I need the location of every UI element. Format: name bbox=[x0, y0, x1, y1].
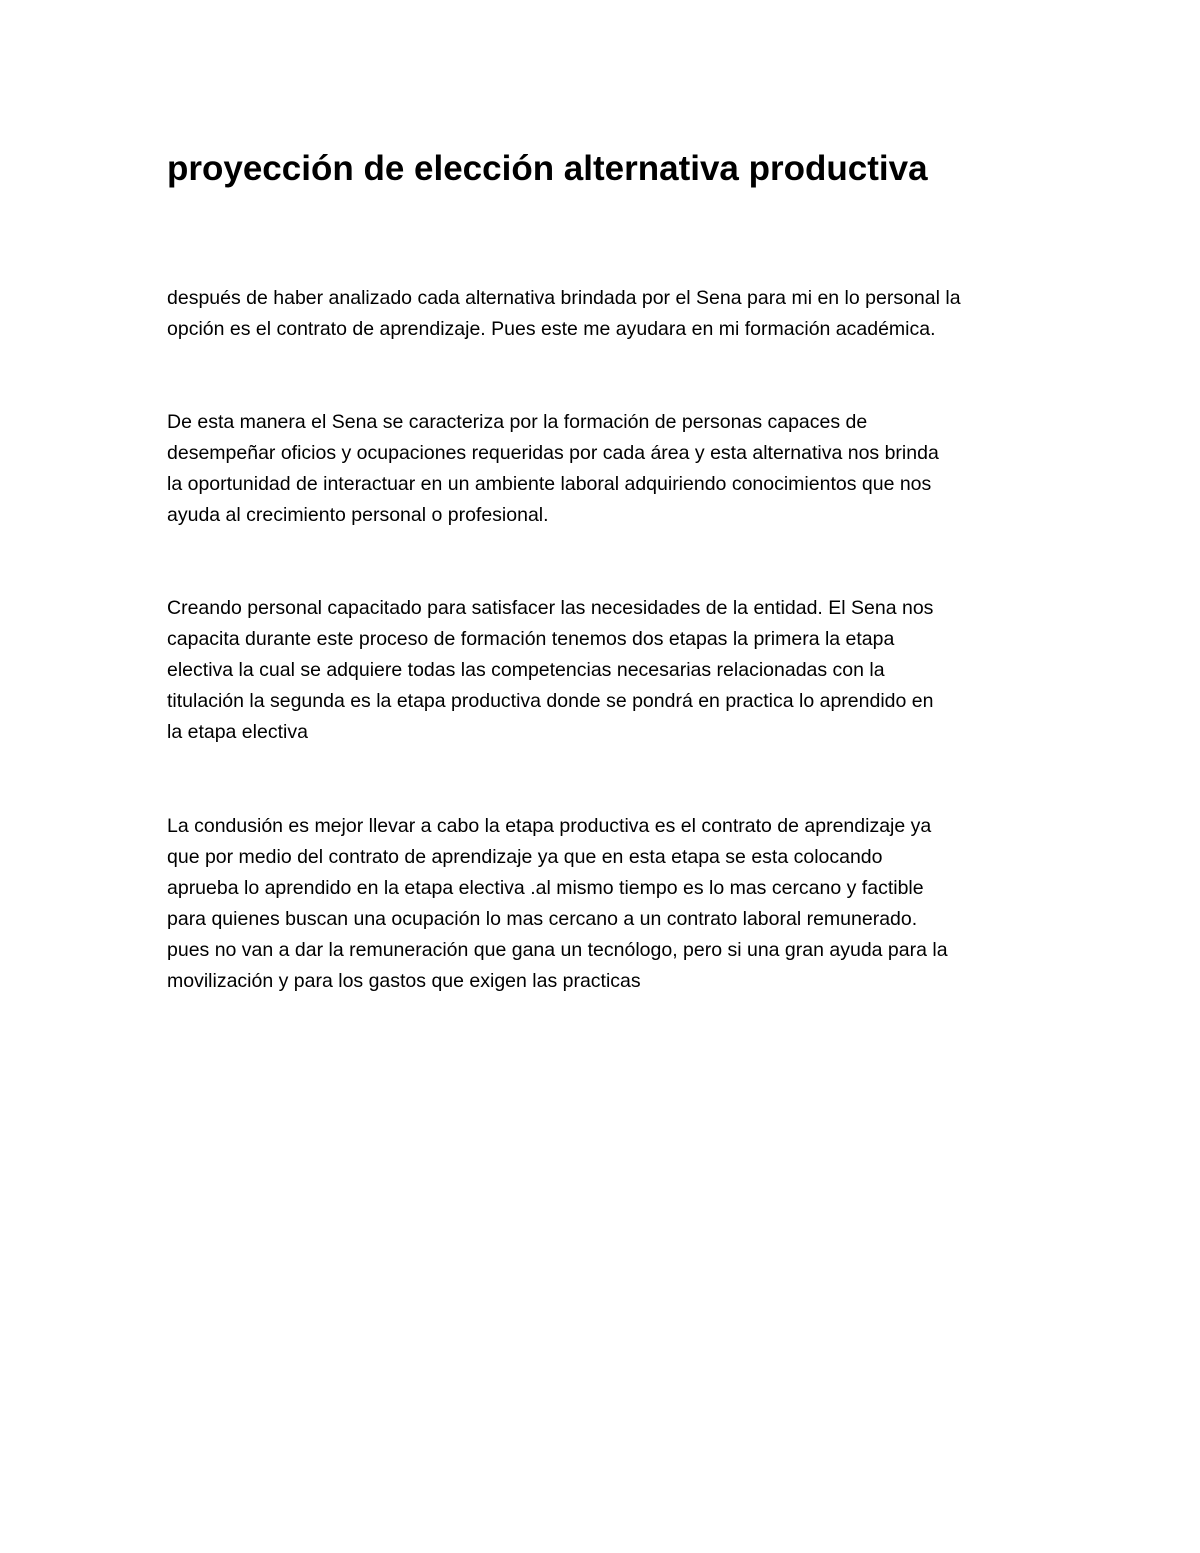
paragraph-line: capacita durante este proceso de formación tenemos dos etapas la primera la etapa bbox=[167, 628, 895, 650]
paragraph-line: después de haber analizado cada alternativa brindada por el Sena para mi en lo personal la bbox=[167, 287, 961, 309]
paragraph-line: la etapa electiva bbox=[167, 721, 308, 743]
paragraph-line: electiva la cual se adquiere todas las competencias necesarias relacionadas con la bbox=[167, 659, 885, 681]
document-title: proyección de elección alternativa productiva bbox=[167, 149, 928, 188]
paragraph-line: Creando personal capacitado para satisfacer las necesidades de la entidad. El Sena nos bbox=[167, 597, 934, 619]
paragraph-line: que por medio del contrato de aprendizaje ya que en esta etapa se esta colocando bbox=[167, 846, 883, 868]
paragraph-line: pues no van a dar la remuneración que gana un tecnólogo, pero si una gran ayuda para la bbox=[167, 939, 948, 961]
paragraph-line: titulación la segunda es la etapa productiva donde se pondrá en practica lo aprendido en bbox=[167, 690, 934, 712]
paragraph-line: movilización y para los gastos que exigen las practicas bbox=[167, 970, 641, 992]
paragraph-line: La condusión es mejor llevar a cabo la etapa productiva es el contrato de aprendizaje ya bbox=[167, 815, 932, 837]
paragraph-line: la oportunidad de interactuar en un ambiente laboral adquiriendo conocimientos que nos bbox=[167, 473, 932, 495]
paragraph-4 bbox=[167, 811, 1047, 997]
paragraph-line: para quienes buscan una ocupación lo mas cercano a un contrato laboral remunerado. bbox=[167, 908, 918, 930]
paragraph-3 bbox=[167, 593, 1047, 748]
paragraph-1 bbox=[167, 283, 1047, 345]
paragraph-line: aprueba lo aprendido en la etapa electiva .al mismo tiempo es lo mas cercano y factible bbox=[167, 877, 924, 899]
paragraph-line: desempeñar oficios y ocupaciones requeridas por cada área y esta alternativa nos brinda bbox=[167, 442, 939, 464]
paragraph-line: opción es el contrato de aprendizaje. Pues este me ayudara en mi formación académica. bbox=[167, 318, 936, 340]
paragraph-2 bbox=[167, 407, 1047, 531]
paragraph-line: De esta manera el Sena se caracteriza por la formación de personas capaces de bbox=[167, 411, 868, 433]
paragraph-line: ayuda al crecimiento personal o profesional. bbox=[167, 504, 549, 526]
